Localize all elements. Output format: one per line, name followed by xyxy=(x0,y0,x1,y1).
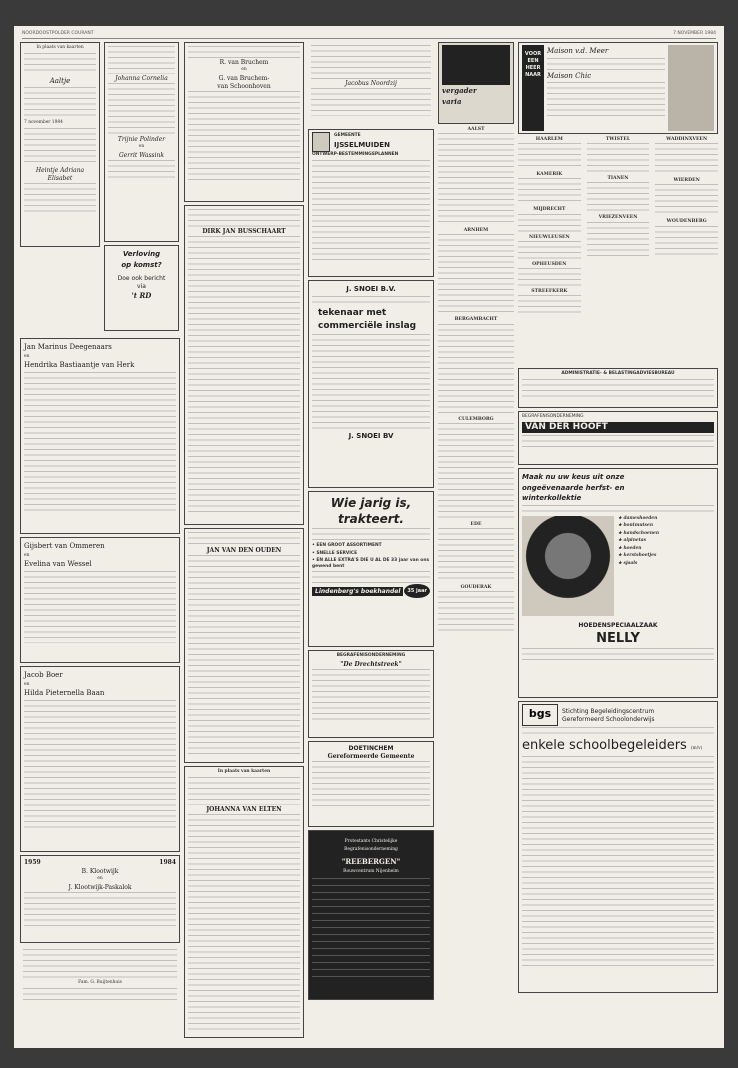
listing-town: WOUDENBERG xyxy=(666,219,707,225)
notice-subtitle: Gereformeerde Gemeente xyxy=(327,753,415,760)
body-text xyxy=(188,814,300,1034)
ad-item: • EEN GROOT ASSORTIMENT xyxy=(312,543,382,548)
child-name: Johanna Cornelia xyxy=(115,75,168,82)
shop-name: HOEDENSPECIAALZAAK xyxy=(578,621,658,629)
announcement-van-ommeren xyxy=(20,537,180,663)
body-text xyxy=(438,423,514,519)
body-text xyxy=(311,45,431,79)
body-text xyxy=(655,143,718,175)
body-text xyxy=(188,91,300,181)
announcement-date: 7 november 1984 xyxy=(24,120,63,125)
body-text xyxy=(108,83,175,135)
ad-photo xyxy=(668,45,714,131)
thank-you-note xyxy=(20,946,180,1018)
notice-subtitle: ONTWERP-BESTEMMINGSPLANNEN xyxy=(312,152,399,157)
name-line: Elisabet xyxy=(47,174,73,182)
masthead-title: varia xyxy=(442,96,462,106)
ad-line: via xyxy=(137,283,146,290)
ad-logo-text: 't RD xyxy=(131,291,152,300)
column-3 xyxy=(184,42,304,1042)
body-text xyxy=(518,241,581,259)
body-text xyxy=(188,46,300,58)
body-text xyxy=(438,234,514,314)
listing-town: CULEMBORG xyxy=(458,416,494,422)
body-text xyxy=(587,143,650,173)
body-text xyxy=(24,53,96,75)
anniversary-badge: 35 jaar xyxy=(404,584,430,598)
listing-town: EDE xyxy=(470,521,482,527)
ad-item: • EN ALLE EXTRA'S DIE U AL DE 33 jaar van ons gewend bent xyxy=(312,558,430,569)
body-text xyxy=(23,988,177,1000)
body-text xyxy=(24,700,176,832)
body-text xyxy=(312,878,430,978)
body-text xyxy=(24,128,96,166)
meeting-listing xyxy=(438,317,514,413)
body-text xyxy=(518,268,581,286)
body-text xyxy=(438,133,514,225)
snoei-vacancy-ad xyxy=(308,280,434,488)
listing-town: ARNHEM xyxy=(463,228,489,234)
body-text xyxy=(438,591,514,631)
name-line: R. van Bruchem xyxy=(219,59,269,66)
listing-town: KAMERIK xyxy=(536,172,563,178)
name-line: J. Klootwijk-Paskalok xyxy=(68,883,132,891)
listing-town: GOUDERAK xyxy=(460,585,492,591)
groom-name: Gijsbert van Ommeren xyxy=(24,542,105,550)
ad-line: op komst? xyxy=(121,260,162,269)
bride-name: Evelina van Wessel xyxy=(24,560,92,568)
body-text xyxy=(188,777,300,805)
body-text xyxy=(547,82,665,120)
announcement-busschaart xyxy=(184,205,304,525)
child-name: Aaltje xyxy=(49,76,71,85)
year-end: 1984 xyxy=(159,859,176,866)
drechtstreek-ad xyxy=(308,650,434,738)
doetinchem-notice xyxy=(308,741,434,827)
shop-logo: Lindenberg's boekhandel xyxy=(312,587,403,596)
listing-town: NIEUWLEUSEN xyxy=(528,234,570,240)
body-text xyxy=(522,505,714,515)
body-text xyxy=(522,435,714,451)
body-text xyxy=(188,236,300,516)
lindenberg-ad xyxy=(308,491,434,647)
body-text xyxy=(24,892,176,928)
body-text xyxy=(312,160,430,260)
ad-name: "De Drechtstreek" xyxy=(340,660,402,668)
body-text xyxy=(522,727,714,735)
ad-headline: winterkollektie xyxy=(522,494,582,502)
body-text xyxy=(188,209,300,227)
body-text xyxy=(312,761,430,809)
name-line: Gerrit Wassink xyxy=(118,151,165,159)
listings-col xyxy=(655,137,718,365)
conjunction: en xyxy=(241,67,247,72)
body-text xyxy=(312,571,430,583)
product-list xyxy=(618,516,714,616)
listing-town: OPHEUSDEN xyxy=(532,261,567,267)
listings-col xyxy=(587,137,650,365)
listing-town: AALST xyxy=(467,127,485,132)
vacancy-title: enkele schoolbegeleiders xyxy=(522,738,687,753)
body-text xyxy=(522,379,714,399)
verloving-ad xyxy=(104,245,179,331)
reebergen-ad xyxy=(308,830,434,1000)
listing-town: TIANEN xyxy=(607,176,629,182)
product-item: ★ handschoenen xyxy=(618,530,660,536)
schoolbegeleiders-vacancy xyxy=(518,701,718,993)
name-line: DIRK JAN BUSSCHAART xyxy=(202,228,286,235)
product-item: ★ kerstshoetjes xyxy=(618,553,657,558)
ad-line: Verloving xyxy=(122,250,161,258)
body-text xyxy=(24,87,96,119)
body-text xyxy=(522,756,714,966)
listings-col xyxy=(518,137,581,365)
body-text xyxy=(312,528,430,542)
body-text xyxy=(188,532,300,546)
masthead-title: vergader xyxy=(442,86,477,95)
nelly-hat-shop-ad xyxy=(518,468,718,698)
signature: Jacobus Noordzij xyxy=(345,80,397,87)
body-text xyxy=(587,222,650,260)
company-name: J. SNOEI B.V. xyxy=(346,285,396,293)
column-5 xyxy=(438,42,514,732)
body-text xyxy=(24,571,176,643)
name-line: G. van Bruchem- xyxy=(218,74,270,82)
notice-title: GEMEENTE xyxy=(334,133,361,138)
listing-town: TWISTEL xyxy=(605,137,631,142)
vacancy-heading xyxy=(522,704,714,726)
name-line: JAN VAN DEN OUDEN xyxy=(206,547,282,554)
announcement-van-den-ouden xyxy=(184,528,304,763)
announcement-title: In plaats van kaarten xyxy=(217,769,271,774)
van-der-hooft-ad xyxy=(518,411,718,465)
meeting-listing xyxy=(438,585,514,631)
body-text xyxy=(522,648,714,660)
column-1-top xyxy=(20,42,100,382)
anniversary-years xyxy=(24,858,176,867)
ad-line: Begrafenisonderneming xyxy=(344,846,398,852)
ad-sidebar: VOOR EEN HEER NAAR xyxy=(522,45,544,131)
listing-town: WADDINXVEEN xyxy=(666,137,708,142)
listing-town: BERGAMBACHT xyxy=(454,317,498,323)
year-start: 1959 xyxy=(24,859,41,866)
column-6 xyxy=(518,42,718,1042)
ad-line: Protestants Christelijke xyxy=(344,839,398,844)
announcement-deegenaars xyxy=(20,338,180,534)
announcement-boer xyxy=(20,666,180,852)
vacancy-title-row xyxy=(522,736,714,755)
conjunction: en xyxy=(24,353,30,359)
name-line: JOHANNA VAN ELTEN xyxy=(206,805,282,813)
name-line: van Schoonhoven xyxy=(217,82,271,90)
name-line: Heintje Adriana xyxy=(35,166,85,174)
bgs-logo: bgs xyxy=(522,704,558,726)
conjunction: en xyxy=(138,144,145,149)
meeting-listings-grid xyxy=(518,137,718,365)
notice-heading xyxy=(312,132,430,152)
body-text xyxy=(518,295,581,313)
ad-name: "REEBERGEN" xyxy=(341,857,401,866)
shop-name: Maison v.d. Meer xyxy=(547,47,609,55)
body-text xyxy=(518,214,581,232)
listing-town: STREEFKERK xyxy=(531,289,568,295)
ad-item: • SNELLE SERVICE xyxy=(312,550,358,556)
ad-body xyxy=(547,45,665,131)
vacancy-suffix: (m/v) xyxy=(690,746,703,751)
conjunction: en xyxy=(97,876,103,881)
body-text xyxy=(518,143,581,169)
organisation-name: Stichting Begeleidingscentrum xyxy=(562,707,655,715)
product-item: ★ bontmutsen xyxy=(618,523,654,528)
announcement-noordzij xyxy=(308,42,434,126)
announcement-johanna xyxy=(104,42,179,242)
page-header xyxy=(22,30,716,39)
vacancy-title: commerciële inslag xyxy=(318,320,417,331)
product-item: ★ hoeden xyxy=(618,545,642,551)
announcement-title: In plaats van kaarten xyxy=(36,45,84,50)
ad-headline: ongeëvenaarde herfst- en xyxy=(522,483,625,492)
body-text xyxy=(108,160,175,180)
bride-name: Hendrika Bastiaantje van Herk xyxy=(24,361,135,369)
company-sign: J. SNOEI BV xyxy=(348,431,394,440)
name-line: Trijnie Polinder xyxy=(117,136,166,143)
body-text xyxy=(24,183,96,213)
announcement-aaltje xyxy=(20,42,100,247)
meeting-listing xyxy=(438,417,514,519)
crest-icon xyxy=(312,132,330,152)
conjunction: en xyxy=(24,681,30,687)
ad-line: Rouwcentrum Nijenheim xyxy=(343,868,399,874)
body-text xyxy=(312,669,430,721)
body-text xyxy=(23,949,177,979)
header-left: NOORDOOSTPOLDER COURANT xyxy=(22,31,94,36)
body-text xyxy=(518,178,581,204)
body-text xyxy=(312,334,430,430)
administratie-ad xyxy=(518,368,718,408)
masthead-graphic xyxy=(442,45,510,85)
meeting-listing xyxy=(438,127,514,225)
body-text xyxy=(547,58,665,70)
company-name: VAN DER HOOFT xyxy=(522,422,714,433)
listing-town: WIERDEN xyxy=(673,178,700,184)
signature: Fam. G. Buijtenhuis xyxy=(78,980,122,985)
body-text xyxy=(655,226,718,258)
body-text xyxy=(24,372,176,512)
column-2-top xyxy=(104,42,179,342)
body-text xyxy=(587,182,650,212)
shop-name: Maison Chic xyxy=(547,71,592,80)
groom-name: Jan Marinus Deegenaars xyxy=(24,343,112,351)
ad-headline: trakteert. xyxy=(338,512,404,526)
ad-title: BEGRAFENISONDERNEMING xyxy=(336,653,406,658)
maison-ad xyxy=(518,42,718,134)
newspaper-page xyxy=(14,26,724,1048)
listing-town: HAARLEM xyxy=(535,137,563,142)
meeting-listing xyxy=(438,522,514,582)
ad-headline: Wie jarig is, xyxy=(330,496,412,510)
column-4 xyxy=(308,42,434,1042)
body-text xyxy=(312,296,430,306)
notice-title: DOETINCHEM xyxy=(348,745,394,752)
ad-headline: Maak nu uw keus uit onze xyxy=(522,473,625,481)
product-item: ★ dameshoeden xyxy=(618,515,658,521)
body-text xyxy=(438,324,514,414)
shop-name: NELLY xyxy=(596,630,640,646)
groom-name: Jacob Boer xyxy=(24,671,63,679)
body-text xyxy=(108,46,175,74)
announcement-van-elten xyxy=(184,766,304,1038)
meeting-listing xyxy=(438,228,514,314)
listing-town: VRIEZENVEEN xyxy=(598,215,638,221)
ad-title: BEGRAFENISONDERNEMING xyxy=(522,414,584,419)
announcement-klootwijk xyxy=(20,855,180,943)
model-photo xyxy=(522,516,614,616)
body-text xyxy=(311,88,431,116)
header-right: 7 NOVEMBER 1984 xyxy=(673,31,716,36)
body-text xyxy=(438,528,514,582)
shop-row xyxy=(312,584,430,598)
conjunction: en xyxy=(24,552,30,558)
ad-line: Doe ook bericht xyxy=(117,275,166,282)
body-text xyxy=(188,555,300,755)
body-text xyxy=(655,184,718,216)
gemeente-ijsselmuiden-notice xyxy=(308,129,434,277)
bride-name: Hilda Pieternella Baan xyxy=(24,689,105,697)
organisation-subtitle: Gereformeerd Schoolonderwijs xyxy=(562,715,655,723)
ad-content xyxy=(522,516,714,616)
product-item: ★ sjaals xyxy=(618,560,638,566)
notice-title: IJSSELMUIDEN xyxy=(334,140,390,149)
vergader-varia-masthead xyxy=(438,42,514,124)
column-1-2-bottom xyxy=(20,338,180,1048)
ad-title: ADMINISTRATIE- & BELASTINGADVIESBUREAU xyxy=(561,371,675,376)
product-item: ★ alpinetas xyxy=(618,538,647,543)
announcement-van-bruchem xyxy=(184,42,304,202)
listing-town: MIJDRECHT xyxy=(533,207,566,213)
name-line: B. Klootwijk xyxy=(81,868,119,875)
vacancy-title: tekenaar met xyxy=(318,307,387,318)
